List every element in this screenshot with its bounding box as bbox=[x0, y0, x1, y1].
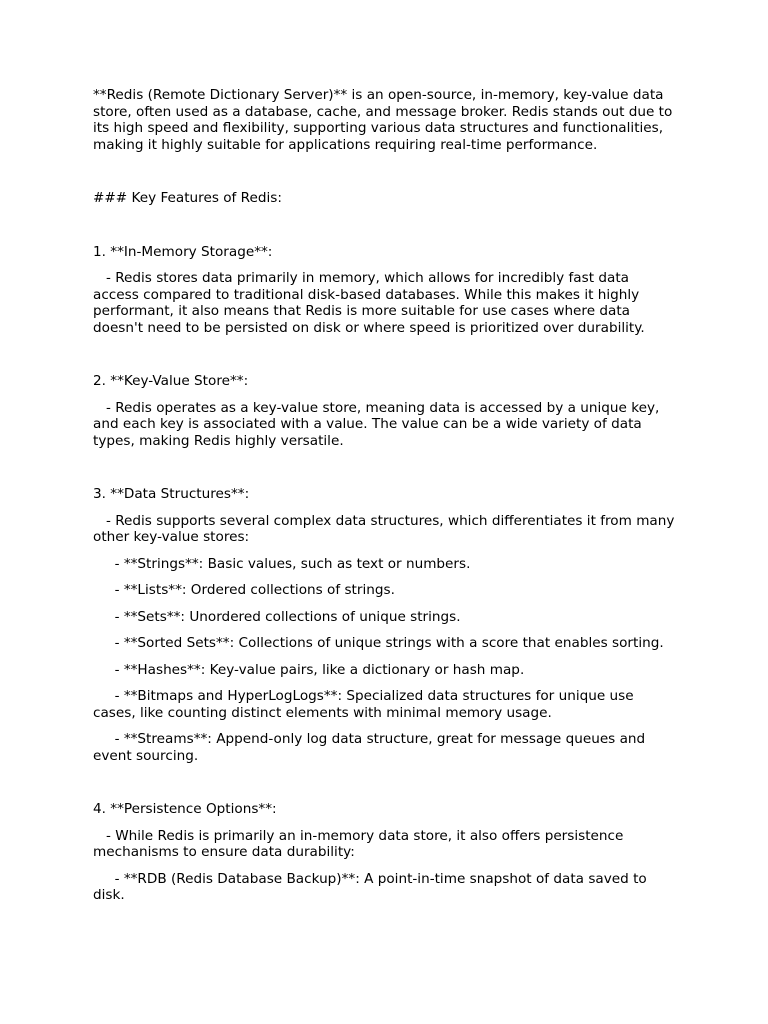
feature-text-key-value: - Redis operates as a key-value store, meaning data is accessed by a unique key, and each key is associated with a value. The value can be a wide variety of data types, making Redis highly versatile. bbox=[93, 399, 664, 449]
sub-item-sorted-sets: - **Sorted Sets**: Collections of unique strings with a score that enables sorting. bbox=[93, 635, 664, 651]
feature-heading-persistence: 4. **Persistence Options**: bbox=[93, 801, 277, 817]
intro-paragraph: **Redis (Remote Dictionary Server)** is an open-source, in-memory, key-value data store, often used as a database, cache, and message broker. Redis stands out due to its high speed and flexibility, supporting various data structures and functionalities, making it highly suitable for applications requiring real-time performance. bbox=[93, 87, 677, 153]
document-page bbox=[93, 87, 678, 914]
feature-text-persistence: - While Redis is primarily an in-memory data store, it also offers persistence mechanisms to ensure data durability: bbox=[93, 827, 628, 860]
sub-item-lists: - **Lists**: Ordered collections of strings. bbox=[93, 582, 395, 598]
feature-text-data-structures: - Redis supports several complex data structures, which differentiates it from many other key-value stores: bbox=[93, 512, 679, 545]
feature-heading-in-memory: 1. **In-Memory Storage**: bbox=[93, 243, 273, 260]
section-heading: ### Key Features of Redis: bbox=[93, 190, 282, 206]
feature-heading-key-value: 2. **Key-Value Store**: bbox=[93, 373, 249, 389]
sub-item-rdb: - **RDB (Redis Database Backup)**: A point-in-time snapshot of data saved to disk. bbox=[93, 870, 652, 903]
feature-text-in-memory: - Redis stores data primarily in memory, which allows for incredibly fast data access compared to traditional disk-based databases. While this makes it highly performant, it also means that Redis is more suitable for use cases where data doesn't need to be persisted on disk or where speed is prioritized over durability. bbox=[93, 270, 645, 336]
sub-item-hashes: - **Hashes**: Key-value pairs, like a dictionary or hash map. bbox=[93, 661, 525, 678]
sub-item-sets: - **Sets**: Unordered collections of unique strings. bbox=[93, 608, 461, 625]
sub-item-bitmaps: - **Bitmaps and HyperLogLogs**: Specialized data structures for unique use cases, like counting distinct elements with minimal memory usage. bbox=[93, 688, 638, 721]
sub-item-streams: - **Streams**: Append-only log data structure, great for message queues and event sourcing. bbox=[93, 731, 650, 764]
feature-heading-data-structures: 3. **Data Structures**: bbox=[93, 486, 250, 502]
sub-item-strings: - **Strings**: Basic values, such as text or numbers. bbox=[93, 555, 471, 572]
